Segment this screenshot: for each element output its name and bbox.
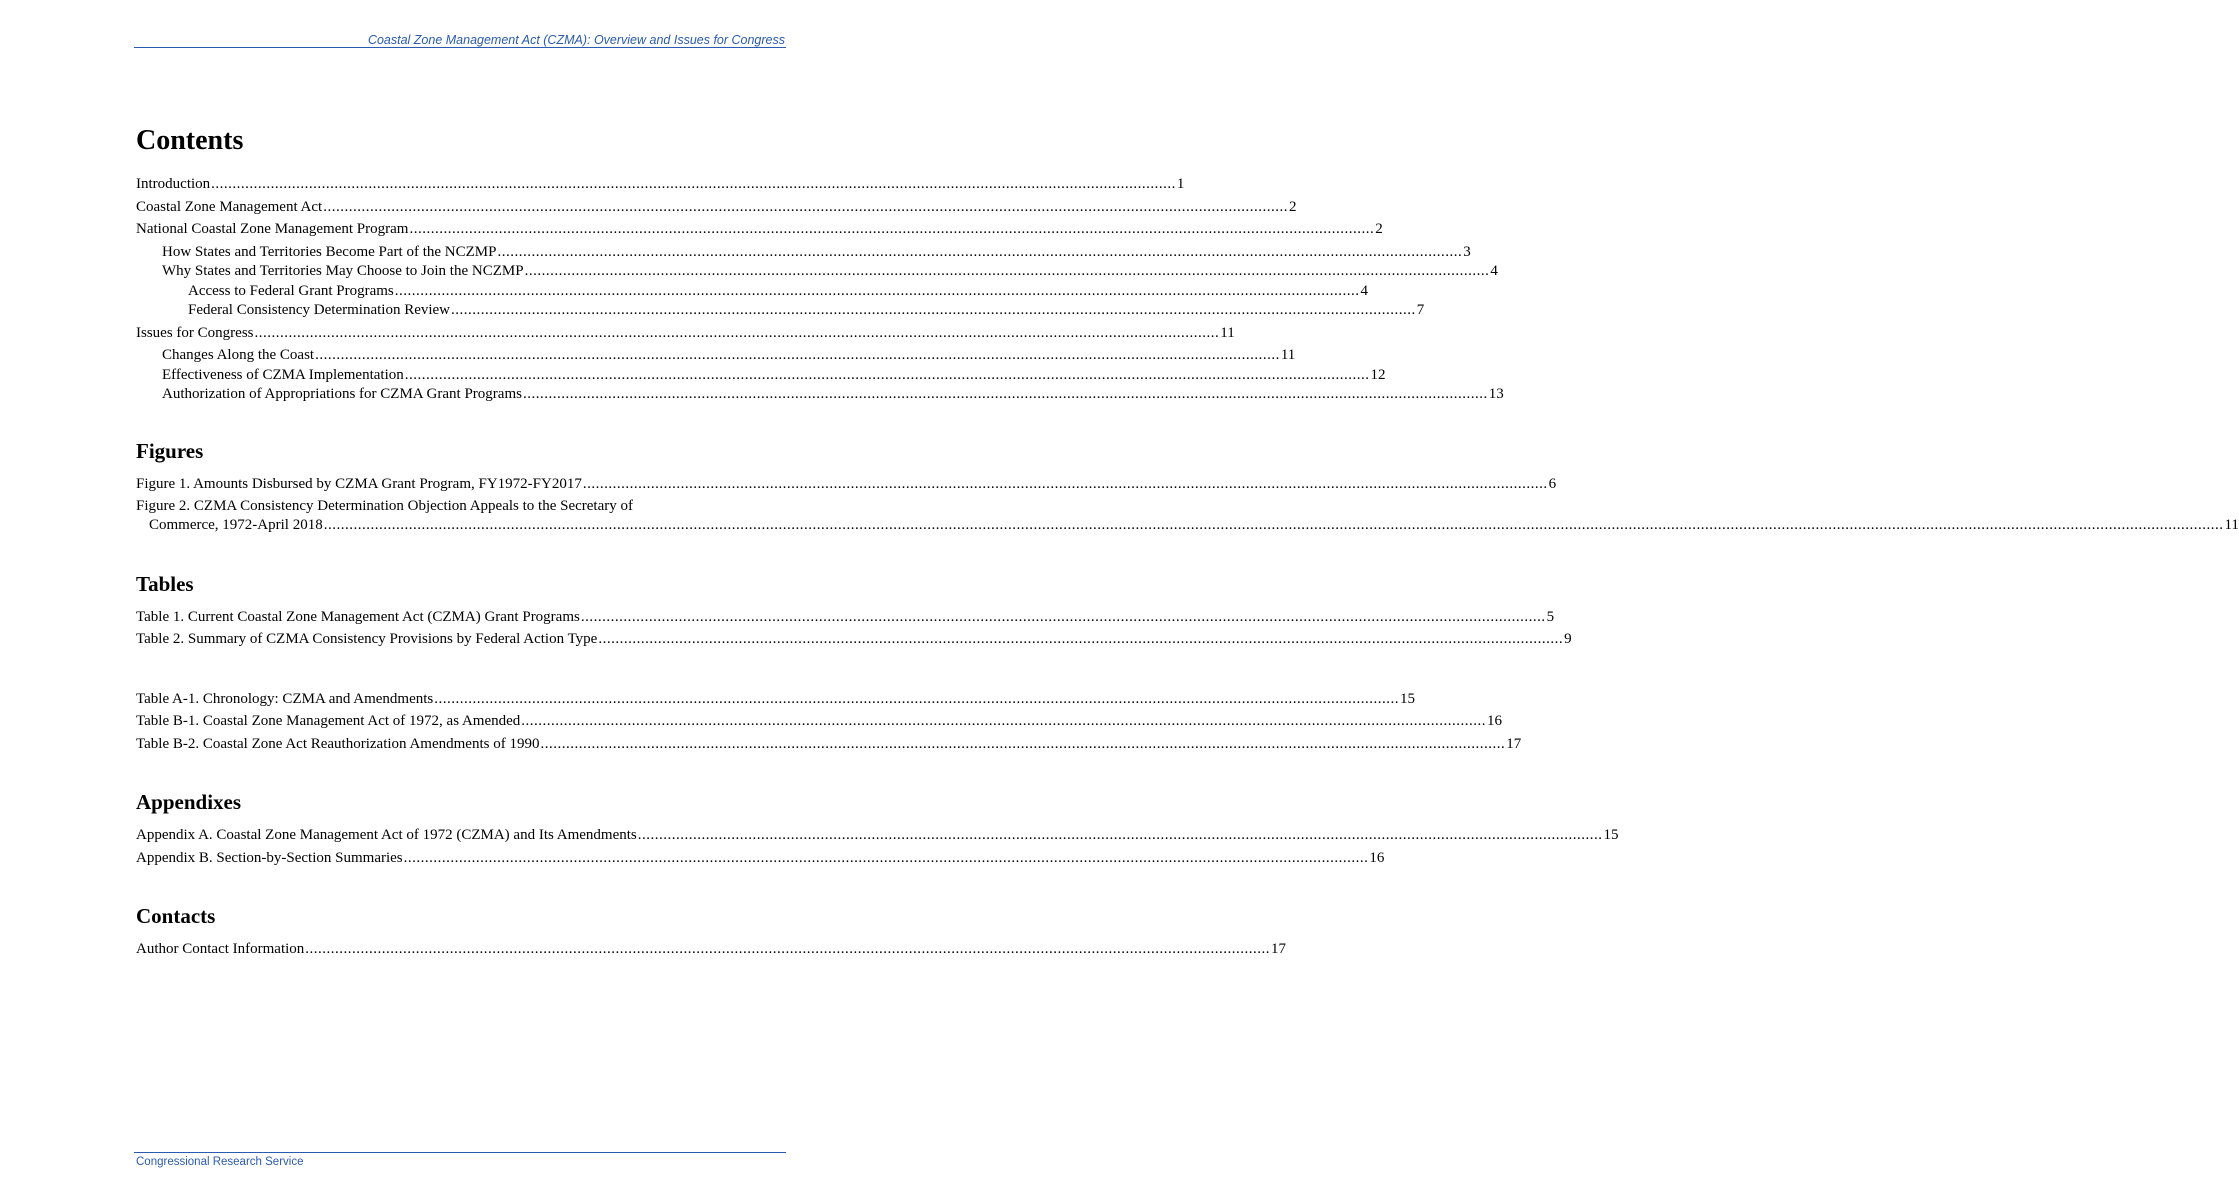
toc-entry-title: Issues for Congress — [136, 324, 254, 341]
toc-entry-effectiveness[interactable] — [136, 366, 1386, 385]
toc-entry-page: 4 — [1360, 282, 1369, 299]
dot-leader — [211, 175, 1176, 194]
toc-entry-table-b1[interactable] — [136, 712, 1503, 731]
toc-entry-appendix-b[interactable] — [136, 849, 1385, 868]
dot-leader — [255, 324, 1220, 343]
toc-entry-title: How States and Territories Become Part of the NCZMP — [162, 243, 497, 260]
toc-entry-title: Coastal Zone Management Act — [136, 198, 323, 215]
toc-entry-author-contact[interactable] — [136, 940, 1287, 959]
dot-leader — [451, 301, 1416, 320]
toc-entry-introduction[interactable] — [136, 175, 1185, 194]
toc-entry-title: Author Contact Information — [136, 941, 305, 957]
tables-heading: Tables — [136, 571, 194, 596]
toc-entry-page: 11 — [2224, 517, 2239, 533]
toc-entry-page: 5 — [1546, 608, 1555, 625]
section-spacer — [136, 653, 784, 690]
toc-entry-page: 2 — [1375, 221, 1383, 237]
toc-entry-table-a1[interactable] — [136, 690, 1416, 709]
toc-entry-page: 13 — [1488, 386, 1504, 402]
dot-leader — [395, 282, 1360, 301]
toc-entry-title: National Coastal Zone Management Program — [136, 221, 409, 237]
toc-entry-table-2[interactable] — [136, 630, 1572, 649]
toc-entry-title: Authorization of Appropriations for CZMA Grant Programs — [162, 386, 522, 402]
section-spacer — [136, 757, 784, 787]
toc-entry-title: Federal Consistency Determination Review — [188, 302, 451, 318]
toc-entry-title: Figure 1. Amounts Disbursed by CZMA Grant Program, FY1972-FY2017 — [136, 475, 582, 492]
toc-entry-table-b2[interactable] — [136, 735, 1522, 754]
dot-leader — [521, 712, 1486, 731]
section-spacer — [136, 539, 784, 569]
section-spacer — [136, 871, 784, 901]
table-of-contents — [136, 122, 2239, 963]
toc-entry-title: Changes Along the Coast — [162, 347, 315, 363]
toc-entry-page: 12 — [1370, 366, 1386, 383]
dot-leader — [404, 849, 1369, 868]
toc-entry-become-part[interactable] — [136, 243, 1471, 262]
toc-entry-page: 16 — [1487, 713, 1503, 729]
footer-rule — [134, 1152, 786, 1153]
toc-entry-page: 9 — [1564, 631, 1572, 647]
dot-leader — [315, 346, 1280, 365]
toc-entry-title: Appendix A. Coastal Zone Management Act of 1972 (CZMA) and Its Amendments — [136, 827, 637, 843]
toc-entry-authorization[interactable] — [136, 385, 1504, 404]
dot-leader — [638, 826, 1603, 845]
toc-entry-page: 3 — [1463, 243, 1471, 260]
toc-entry-title: Effectiveness of CZMA Implementation — [162, 366, 404, 383]
toc-entry-issues[interactable] — [136, 324, 1235, 343]
toc-entry-title: Table A-1. Chronology: CZMA and Amendments — [136, 690, 434, 707]
dot-leader — [540, 735, 1505, 754]
toc-entry-title: Introduction — [136, 176, 211, 192]
toc-entry-page: 2 — [1288, 198, 1297, 215]
toc-entry-consistency-review[interactable] — [136, 301, 1425, 320]
toc-entry-page: 4 — [1490, 263, 1498, 279]
toc-entry-title-line2: Commerce, 1972-April 2018 — [149, 517, 323, 533]
toc-entry-nczmp[interactable] — [136, 220, 1383, 239]
toc-entry-table-1[interactable] — [136, 608, 1555, 627]
toc-entry-coast-changes[interactable] — [136, 346, 1296, 365]
toc-entry-page: 6 — [1548, 475, 1557, 492]
section-spacer — [136, 405, 784, 436]
dot-leader — [305, 940, 1270, 959]
running-header: Coastal Zone Management Act (CZMA): Overview and Issues for Congress — [367, 33, 785, 47]
toc-entry-title: Access to Federal Grant Programs — [188, 282, 394, 299]
toc-entry-page: 17 — [1506, 735, 1522, 752]
toc-entry-figure-1[interactable] — [136, 475, 1557, 494]
toc-entry-page: 16 — [1369, 849, 1385, 866]
toc-entry-page: 17 — [1271, 941, 1287, 957]
footer-publisher: Congressional Research Service — [136, 1156, 304, 1168]
toc-entry-page: 7 — [1416, 302, 1425, 318]
toc-entry-title-continued — [136, 516, 2239, 535]
toc-entry-page: 11 — [1220, 324, 1235, 341]
toc-entry-czma[interactable] — [136, 198, 1297, 217]
toc-entry-title: Appendix B. Section-by-Section Summaries — [136, 849, 403, 866]
dot-leader — [525, 262, 1490, 281]
dot-leader — [583, 475, 1548, 494]
header-rule — [134, 47, 786, 48]
toc-entry-grant-access[interactable] — [136, 282, 1369, 301]
contents-heading: Contents — [136, 125, 244, 156]
toc-entry-page: 1 — [1176, 176, 1185, 192]
dot-leader — [598, 630, 1563, 649]
toc-entry-appendix-a[interactable] — [136, 826, 1619, 845]
dot-leader — [434, 690, 1399, 709]
dot-leader — [323, 198, 1288, 217]
dot-leader — [405, 366, 1370, 385]
toc-entry-title: Figure 2. CZMA Consistency Determination Objection Appeals to the Secretary of — [136, 498, 633, 514]
figures-heading: Figures — [136, 438, 204, 463]
toc-entry-title: Why States and Territories May Choose to Join the NCZMP — [162, 263, 524, 279]
toc-entry-page: 15 — [1603, 827, 1619, 843]
toc-entry-title: Table 2. Summary of CZMA Consistency Provisions by Federal Action Type — [136, 631, 598, 647]
toc-entry-why-join[interactable] — [136, 262, 1498, 281]
dot-leader — [523, 385, 1488, 404]
toc-entry-figure-2[interactable] — [136, 497, 2239, 535]
toc-entry-title: Table 1. Current Coastal Zone Management Act (CZMA) Grant Programs — [136, 608, 580, 625]
dot-leader: ............................................................................................................................................................................................................................ ..... — [324, 516, 2224, 535]
appendixes-heading: Appendixes — [136, 790, 242, 814]
dot-leader — [497, 243, 1462, 262]
contacts-heading: Contacts — [136, 904, 216, 928]
dot-leader — [409, 220, 1374, 239]
toc-entry-title: Table B-2. Coastal Zone Act Reauthorization Amendments of 1990 — [136, 735, 540, 752]
toc-entry-title: Table B-1. Coastal Zone Management Act of 1972, as Amended — [136, 713, 521, 729]
toc-entry-page: 15 — [1400, 690, 1416, 707]
dot-leader — [581, 608, 1546, 627]
toc-entry-page: 11 — [1280, 347, 1296, 363]
